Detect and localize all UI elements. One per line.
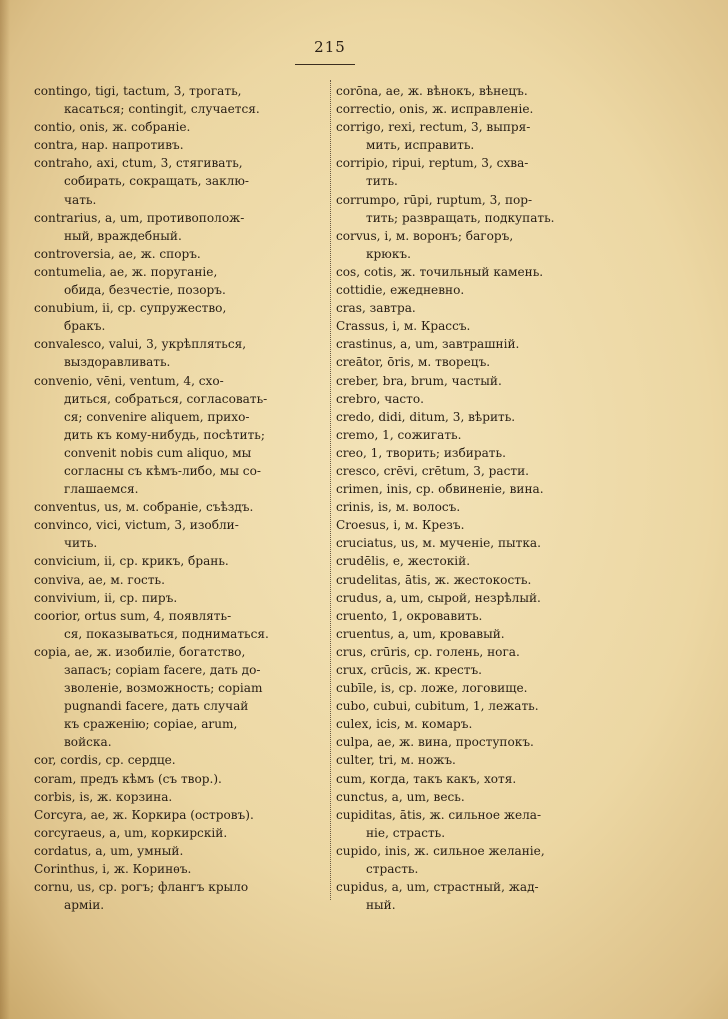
dictionary-line: crus, crūris, ср. голень, нога. xyxy=(336,644,520,659)
dictionary-line: convenit nobis cum aliquo, мы xyxy=(64,445,252,460)
dictionary-line: тить; развращать, подкупать. xyxy=(366,210,555,225)
dictionary-line: corbis, is, ж. корзина. xyxy=(34,789,173,804)
dictionary-line: culter, tri, м. ножъ. xyxy=(336,753,456,768)
dictionary-line: cruento, 1, окровавить. xyxy=(336,608,483,623)
dictionary-line: creber, bra, brum, частый. xyxy=(336,373,502,388)
dictionary-line: corripio, ripui, reptum, 3, схва- xyxy=(336,156,529,171)
dictionary-line: culex, icis, м. комаръ. xyxy=(336,717,473,732)
dictionary-line: диться, собраться, согласовать- xyxy=(64,391,268,406)
dictionary-line: corvus, i, м. воронъ; багоръ, xyxy=(336,228,514,243)
dictionary-line: pugnandi facere, дать случай xyxy=(64,699,249,714)
dictionary-line: cordatus, a, um, умный. xyxy=(34,843,184,858)
dictionary-line: глашаемся. xyxy=(64,482,139,497)
dictionary-line: ся, показываться, подниматься. xyxy=(64,626,269,641)
dictionary-line: дить къ кому-нибудь, посѣтить; xyxy=(64,427,265,442)
dictionary-line: correctio, onis, ж. исправленіе. xyxy=(336,102,534,117)
dictionary-line: мить, исправить. xyxy=(366,138,475,153)
dictionary-line: crebro, часто. xyxy=(336,391,424,406)
dictionary-line: Croesus, i, м. Крезъ. xyxy=(336,518,465,533)
dictionary-line: copia, ae, ж. изобиліе, богатство, xyxy=(34,644,246,659)
dictionary-line: crudelitas, ātis, ж. жестокость. xyxy=(336,572,532,587)
dictionary-line: cubīle, is, ср. ложе, логовище. xyxy=(336,681,528,696)
dictionary-line: ся; convenire aliquem, прихо- xyxy=(64,409,250,424)
dictionary-line: convalesco, valui, 3, укрѣпляться, xyxy=(34,337,247,352)
dictionary-line: corcyraeus, a, um, коркирскій. xyxy=(34,825,228,840)
dictionary-line: crudus, a, um, сырой, незрѣлый. xyxy=(336,590,541,605)
dictionary-line: conubium, ii, ср. супружество, xyxy=(34,301,227,316)
dictionary-line: къ сраженію; copiae, arum, xyxy=(64,717,238,732)
dictionary-line: conventus, us, м. собраніе, съѣздъ. xyxy=(34,500,254,515)
dictionary-line: cubo, cubui, cubitum, 1, лежать. xyxy=(336,699,539,714)
dictionary-line: Crassus, i, м. Крассъ. xyxy=(336,319,471,334)
dictionary-line: ный. xyxy=(366,898,396,913)
dictionary-line: cras, завтра. xyxy=(336,301,416,316)
dictionary-line: controversia, ae, ж. споръ. xyxy=(34,246,201,261)
dictionary-line: ный, враждебный. xyxy=(64,228,182,243)
dictionary-line: crimen, inis, ср. обвиненіе, вина. xyxy=(336,482,544,497)
dictionary-line: crudēlis, e, жестокій. xyxy=(336,554,471,569)
dictionary-line: cruentus, a, um, кровавый. xyxy=(336,626,505,641)
dictionary-line: собирать, сокращать, заклю- xyxy=(64,174,249,189)
dictionary-line: чить. xyxy=(64,536,98,551)
dictionary-line: crinis, is, м. волосъ. xyxy=(336,500,461,515)
dictionary-line: corrumpo, rūpi, ruptum, 3, пор- xyxy=(336,192,533,207)
dictionary-line: creo, 1, творить; избирать. xyxy=(336,445,506,460)
dictionary-line: крюкъ. xyxy=(366,246,411,261)
dictionary-line: зволеніе, возможность; copiam xyxy=(64,681,263,696)
dictionary-line: corōna, ae, ж. вѣнокъ, вѣнецъ. xyxy=(336,84,528,98)
dictionary-line: crastinus, a, um, завтрашній. xyxy=(336,337,520,352)
dictionary-line: чать. xyxy=(64,192,97,207)
dictionary-line: cos, cotis, ж. точильный камень. xyxy=(336,264,544,279)
dictionary-line: выздоравливать. xyxy=(64,355,171,370)
dictionary-line: contio, onis, ж. собраніе. xyxy=(34,120,191,135)
dictionary-line: cunctus, a, um, весь. xyxy=(336,789,465,804)
dictionary-line: conviva, ae, м. гость. xyxy=(34,572,165,587)
dictionary-line: cornu, us, ср. рогъ; флангъ крыло xyxy=(34,880,249,895)
dictionary-line: согласны съ кѣмъ-либо, мы со- xyxy=(64,463,261,478)
dictionary-line: convicium, ii, ср. крикъ, брань. xyxy=(34,554,229,569)
dictionary-line: cupido, inis, ж. сильное желаніе, xyxy=(336,843,545,858)
dictionary-line: ніе, страсть. xyxy=(366,825,446,840)
dictionary-line: convinco, vici, victum, 3, изобли- xyxy=(34,518,239,533)
dictionary-line: Corcyra, ae, ж. Коркира (островъ). xyxy=(34,807,254,822)
dictionary-line: тить. xyxy=(366,174,398,189)
dictionary-line: convenio, vēni, ventum, 4, схо- xyxy=(34,373,224,388)
dictionary-line: contumelia, ae, ж. поруганіе, xyxy=(34,264,218,279)
dictionary-line: войска. xyxy=(64,735,112,750)
dictionary-line: coram, предъ кѣмъ (съ твор.). xyxy=(34,771,222,786)
dictionary-line: cremo, 1, сожигать. xyxy=(336,427,462,442)
dictionary-line: contra, нар. напротивъ. xyxy=(34,138,184,153)
dictionary-line: corrigo, rexi, rectum, 3, выпря- xyxy=(336,120,531,135)
dictionary-line: арміи. xyxy=(64,898,105,913)
dictionary-line: convivium, ii, ср. пиръ. xyxy=(34,590,178,605)
dictionary-line: cupiditas, ātis, ж. сильное жела- xyxy=(336,807,542,822)
dictionary-line: crux, crūcis, ж. крестъ. xyxy=(336,663,483,677)
page-edge-shadow xyxy=(0,0,10,1019)
dictionary-line: cottidie, ежедневно. xyxy=(336,283,465,298)
dictionary-line: contraho, axi, ctum, 3, стягивать, xyxy=(34,156,243,171)
dictionary-line: coorior, ortus sum, 4, появлять- xyxy=(34,608,232,623)
dictionary-line: страсть. xyxy=(366,862,419,877)
dictionary-line: бракъ. xyxy=(64,319,106,334)
dictionary-line: обида, безчестіе, позоръ. xyxy=(64,283,226,298)
page-number: 215 xyxy=(314,38,346,56)
dictionary-line: запасъ; copiam facere, дать до- xyxy=(64,663,261,677)
dictionary-line: cor, cordis, ср. сердце. xyxy=(34,753,176,768)
dictionary-line: cruciatus, us, м. мученіе, пытка. xyxy=(336,536,541,551)
right-column xyxy=(336,82,642,914)
dictionary-line: Corinthus, i, ж. Коринѳъ. xyxy=(34,862,192,877)
header-rule xyxy=(295,64,355,65)
left-column xyxy=(34,82,328,914)
column-divider xyxy=(330,80,332,900)
dictionary-line: creātor, ōris, м. творецъ. xyxy=(336,355,491,370)
dictionary-line: contingo, tigi, tactum, 3, трогать, xyxy=(34,84,242,98)
dictionary-line: credo, didi, ditum, 3, вѣрить. xyxy=(336,409,516,424)
dictionary-line: cresco, crēvi, crētum, 3, расти. xyxy=(336,463,529,478)
dictionary-line: касаться; contingit, случается. xyxy=(64,102,260,117)
dictionary-line: cum, когда, такъ какъ, хотя. xyxy=(336,771,517,786)
dictionary-line: cupidus, a, um, страстный, жад- xyxy=(336,880,539,895)
dictionary-line: contrarius, a, um, противополож- xyxy=(34,210,245,225)
dictionary-line: culpa, ae, ж. вина, проступокъ. xyxy=(336,735,534,750)
